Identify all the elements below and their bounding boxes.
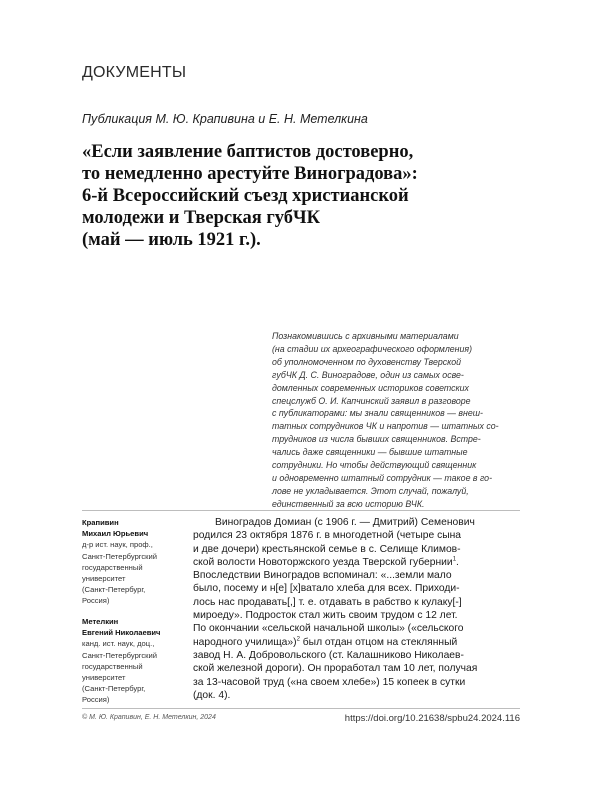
body-line-text: народного училища») bbox=[193, 636, 297, 648]
author-affiliation: д-р ист. наук, проф., bbox=[82, 540, 153, 550]
author-affiliation: Россия) bbox=[82, 596, 110, 606]
abstract-line: (на стадии их археографического оформления) bbox=[272, 343, 473, 354]
title-line: (май — июль 1921 г.). bbox=[82, 230, 261, 250]
author-affiliation: (Санкт-Петербург, bbox=[82, 585, 146, 595]
body-line: Виноградов Домиан (с 1906 г. — Дмитрий) Семенович bbox=[215, 517, 475, 528]
author-name: Метелкин bbox=[82, 617, 119, 626]
footnote-marker[interactable]: 2 bbox=[296, 636, 300, 643]
author-affiliation: канд. ист. наук, доц., bbox=[82, 639, 155, 649]
divider bbox=[82, 510, 520, 511]
body-line: лось нас продавать[,] т. е. отдавать в рабство к кулаку[-] bbox=[193, 596, 462, 608]
author-info bbox=[82, 517, 190, 607]
abstract-line: сотрудники. Но чтобы действующий священник bbox=[272, 460, 477, 471]
abstract-line: и одновременно штатный сотрудник — такое в го- bbox=[272, 472, 492, 483]
author-info bbox=[82, 616, 190, 706]
author-affiliation: Россия) bbox=[82, 695, 110, 705]
body-line-text: был отдан отцом на стеклянный bbox=[299, 636, 458, 648]
author-name: Михаил Юрьевич bbox=[82, 529, 149, 539]
abstract-line: единственный за всю историю ВЧК. bbox=[272, 498, 425, 509]
body-line-text: ской волости Новоторжского уезда Тверской губернии bbox=[193, 556, 453, 568]
author-affiliation: университет bbox=[82, 574, 126, 584]
body-line: за 13-часовой труд («на своем хлебе») 15 копеек в сутки bbox=[193, 676, 466, 688]
body-line: родился 23 октября 1876 г. в многодетной (четыре сына bbox=[193, 530, 462, 542]
abstract-line: Познакомившись с архивными материалами bbox=[272, 331, 459, 341]
author-affiliation: государственный bbox=[82, 562, 143, 572]
title-line: «Если заявление баптистов достоверно, bbox=[82, 142, 414, 162]
doi-link[interactable]: https://doi.org/10.21638/spbu24.2024.116 bbox=[344, 713, 520, 724]
article-title bbox=[82, 141, 522, 251]
abstract-line: чались даже священники — бывшие штатные bbox=[272, 447, 468, 458]
author-affiliation: Санкт-Петербургский bbox=[82, 650, 157, 660]
title-line: то немедленно арестуйте Виноградова»: bbox=[82, 164, 418, 184]
publication-credit: Публикация М. Ю. Крапивина и Е. Н. Метелкина bbox=[82, 112, 368, 126]
title-line: молодежи и Тверская губЧК bbox=[82, 208, 321, 228]
body-line: ской железной дороги). Он проработал там 10 лет, получая bbox=[193, 663, 478, 675]
abstract-line: татных сотрудников ЧК и напротив — штатных со- bbox=[272, 421, 499, 432]
body-line: По окончании «сельской начальной школы» («сельского bbox=[193, 623, 464, 635]
abstract-line: спецслужб О. И. Капчинский заявил в разговоре bbox=[272, 395, 471, 406]
copyright: © М. Ю. Крапивин, Е. Н. Метелкин, 2024 bbox=[82, 714, 216, 721]
abstract-line: губЧК Д. С. Виноградове, один из самых осве- bbox=[272, 369, 464, 380]
author-affiliation: университет bbox=[82, 673, 126, 683]
section-heading: ДОКУМЕНТЫ bbox=[82, 64, 187, 81]
body-line: ской волости Новоторжского уезда Тверской губернии$^1$. bbox=[193, 556, 459, 568]
author-name: Крапивин bbox=[82, 518, 119, 527]
body-line: (док. 4). bbox=[193, 689, 231, 701]
abstract bbox=[272, 330, 520, 511]
author-affiliation: Санкт-Петербургский bbox=[82, 551, 157, 561]
author-affiliation: (Санкт-Петербург, bbox=[82, 684, 146, 694]
body-line: и две дочери) крестьянской семье в с. Селище Климов- bbox=[193, 543, 461, 555]
body-line: Впоследствии Виноградов вспоминал: «...земли мало bbox=[193, 570, 452, 582]
body-line: завод Н. А. Добровольского (ст. Калашниково Николаев- bbox=[193, 649, 464, 661]
abstract-line: об уполномоченном по духовенству Тверской bbox=[272, 356, 462, 367]
abstract-line: домленных современных историков советских bbox=[272, 382, 469, 393]
author-affiliation: государственный bbox=[82, 661, 143, 671]
author-name: Евгений Николаевич bbox=[82, 628, 161, 638]
abstract-line: трудников из числа бывших священников. Встре- bbox=[272, 434, 481, 445]
body-line bbox=[193, 636, 521, 649]
body-text bbox=[193, 516, 521, 702]
footnote-marker[interactable]: 1 bbox=[452, 556, 457, 563]
abstract-line: с публикаторами: мы знали священников — внеш- bbox=[272, 408, 483, 419]
body-line: было, посему и н[е] [х]ватало хлеба для всех. Приходи- bbox=[193, 583, 460, 595]
body-line: мироеду». Подросток стал жить своим трудом с 12 лет. bbox=[193, 610, 458, 622]
title-line: 6-й Всероссийский съезд христианской bbox=[82, 186, 409, 206]
footer-divider bbox=[82, 708, 520, 709]
abstract-line: лове не укладывается. Этот случай, пожалуй, bbox=[272, 485, 469, 496]
